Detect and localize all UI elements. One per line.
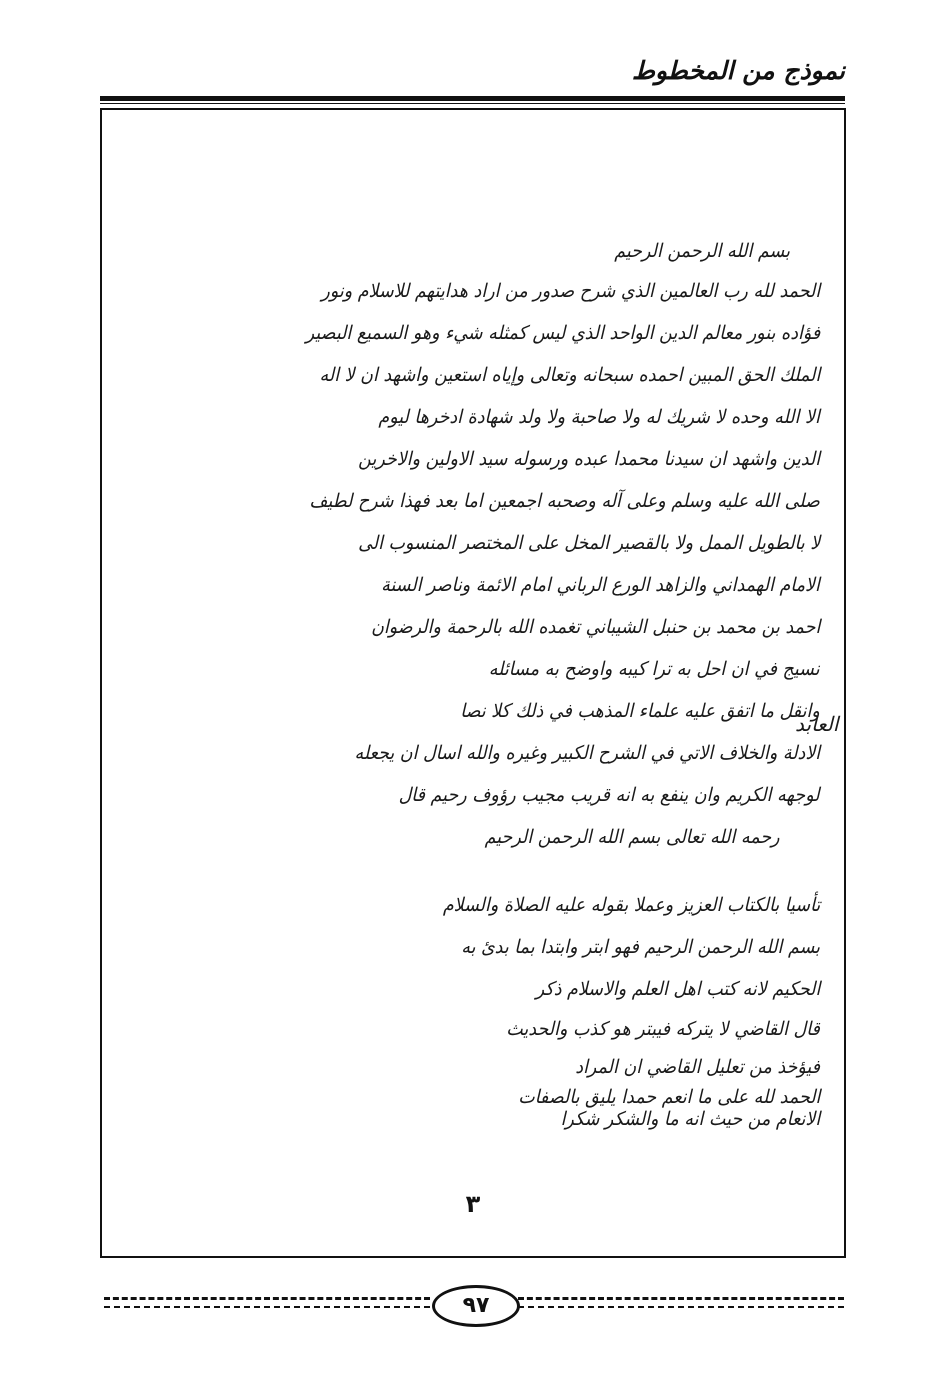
manuscript-line: لوجهه الكريم وان ينفع به انه قريب مجيب رؤوف رحيم قال [399,784,820,806]
footer-dash-rule [104,1306,430,1308]
manuscript-line: وانقل ما اتفق عليه علماء المذهب في ذلك كلا نصا [460,700,820,722]
manuscript-line: الا الله وحده لا شريك له ولا صاحبة ولا ولد شهادة ادخرها ليوم [378,406,820,428]
manuscript-line: الدين واشهد ان سيدنا محمدا عبده ورسوله سيد الاولين والاخرين [358,448,820,470]
manuscript-line: رحمه الله تعالى بسم الله الرحمن الرحيم [485,826,780,848]
running-header-title: نموذج من المخطوط [631,56,845,85]
manuscript-line: الانعام من حيث انه ما والشكر شكرا [560,1108,820,1130]
manuscript-line: الملك الحق المبين احمده سبحانه وتعالى وإياه استعين واشهد ان لا اله [319,364,820,386]
manuscript-line: الحمد لله رب العالمين الذي شرح صدور من اراد هدايتهم للاسلام ونور [321,280,820,302]
manuscript-line: الحكيم لانه كتب اهل العلم والاسلام ذكر [535,978,820,1000]
page-number-badge: ٩٧ [432,1285,520,1327]
footer-dash-rule [518,1297,844,1300]
manuscript-frame [100,108,846,1258]
frame-page-number: ٣ [465,1190,481,1218]
manuscript-line: قال القاضي لا يتركه فيبتر هو كذب والحديث [506,1018,820,1040]
header-rule-thin [100,103,845,104]
manuscript-line: لا بالطويل الممل ولا بالقصير المخل على المختصر المنسوب الى [357,532,820,554]
footer-dash-rule [518,1306,844,1308]
manuscript-line: تأسيا بالكتاب العزيز وعملا بقوله عليه الصلاة والسلام [442,894,820,916]
manuscript-line: الحمد لله على ما انعم حمدا يليق بالصفات [517,1086,820,1108]
manuscript-line: صلى الله عليه وسلم وعلى آله وصحبه اجمعين اما بعد فهذا شرح لطيف [309,490,820,512]
manuscript-line: نسيج في ان احل به ترا كيبه واوضح به مسائله [489,658,820,680]
manuscript-line: الادلة والخلاف الاتي في الشرح الكبير وغيره والله اسال ان يجعله [354,742,820,764]
manuscript-line: بسم الله الرحمن الرحيم فهو ابتر وابتدا بما بدئ به [461,936,820,958]
manuscript-line: فؤاده بنور معالم الدين الواحد الذي ليس كمثله شيء وهو السميع البصير [305,322,820,344]
footer-dash-rule [104,1297,430,1300]
margin-note: العابد [795,712,839,736]
manuscript-line: فيؤخذ من تعليل القاضي ان المراد [575,1056,820,1078]
header-rule [100,96,845,101]
manuscript-line: احمد بن محمد بن حنبل الشيباني تغمده الله بالرحمة والرضوان [370,616,820,638]
manuscript-line: بسم الله الرحمن الرحيم [614,240,790,262]
manuscript-image [130,200,820,1130]
manuscript-line: الامام الهمداني والزاهد الورع الرباني امام الائمة وناصر السنة [381,574,820,596]
